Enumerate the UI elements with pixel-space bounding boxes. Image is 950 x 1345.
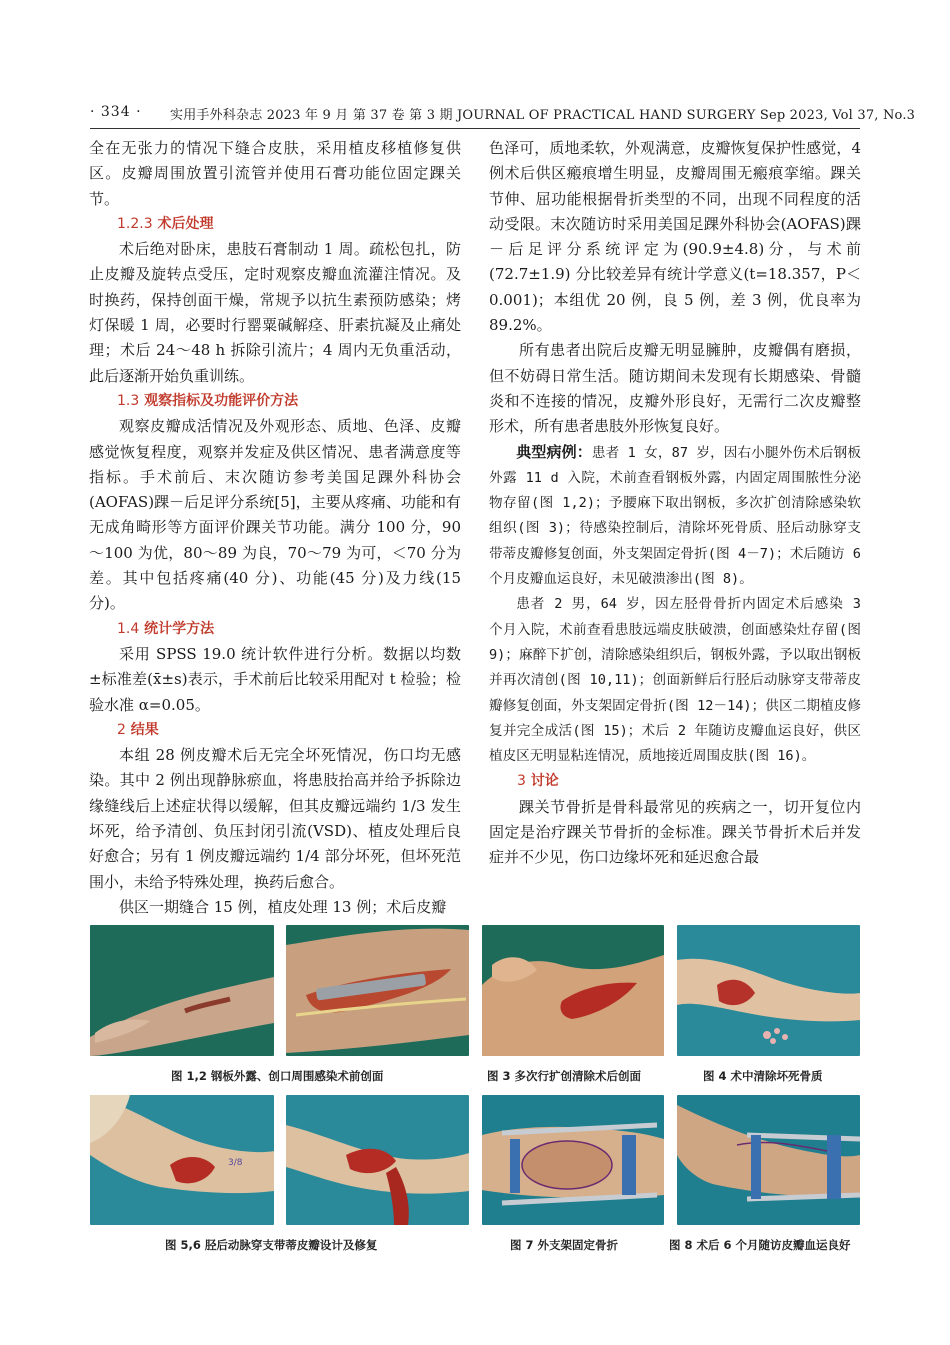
paragraph-case-1 [489,440,861,593]
heading-3 [489,769,861,794]
case-1-text: 患者 1 女，87 岁，因右小腿外伤术后钢板外露 11 d 入院，术前查看钢板外露，内固定周围脓性分泌物存留(图 1,2)；予腰麻下取出钢板，多次扩创清除感染软组织(图 3)；待感染控制后，清除坏死骨质、胫后动脉穿支带蒂皮瓣修复创面，外支架固定骨折(图 4－7)；术后随访 6 个月皮瓣血运良好，未见破溃渗出(图 8)。 [489,444,861,588]
heading-2 [89,718,461,743]
header-rule [90,128,860,129]
photo-marking: 3/8 [228,1158,243,1168]
caption-figure-5-6: 图 5,6 胫后动脉穿支带蒂皮瓣设计及修复 [165,1238,378,1252]
figure-6-photo [286,1095,469,1225]
paragraph-discussion: 踝关节骨折是骨科最常见的疾病之一，切开复位内固定是治疗踝关节骨折的金标准。踝关节骨折术后并发症并不少见，伤口边缘坏死和延迟愈合最 [489,797,861,867]
heading-1-2-3 [89,212,461,237]
figure-3-photo [482,925,664,1056]
heading-number: 3 [517,773,526,790]
figure-1-photo [90,925,274,1056]
heading-title: 观察指标及功能评价方法 [144,392,299,409]
heading-number: 1.2.3 [117,215,153,232]
right-column [489,136,861,871]
heading-title: 统计学方法 [144,620,215,637]
heading-1-3 [89,389,461,414]
heading-title: 结果 [130,721,159,738]
heading-title: 术后处理 [157,215,214,232]
left-column [89,136,461,920]
caption-figure-1-2: 图 1,2 钢板外露、创口周围感染术前创面 [171,1069,384,1083]
figure-4-photo [677,925,860,1056]
paragraph-results-2-cont: 色泽可，质地柔软，外观满意，皮瓣恢复保护性感觉，4 例术后供区瘢痕增生明显，皮瓣周围无瘢痕挛缩。踝关节伸、屈功能根据骨折类型的不同，出现不同程度的活动受限。末次随访时采用美国足踝外科协会(AOFAS)踝－后足评分系统评定为(90.9±4.8)分，与术前 (72.7±1.9) 分比较差异有统计学意义(t=18.357，P＜0.001)；本组优 20 例，良 5 例，差 3 例，优良率为 89.2%。 [489,139,861,335]
figure-2-photo [286,925,469,1056]
journal-title: 实用手外科杂志 2023 年 9 月 第 37 卷 第 3 期 JOURNAL OF PRACTICAL HAND SURGERY Sep 2023, Vol 37, No.3 [170,108,916,123]
page-number: · 334 · [90,104,142,120]
paragraph-case-2: 患者 2 男，64 岁，因左胫骨骨折内固定术后感染 3 个月入院，术前查看患肢远端皮肤破溃，创面感染灶存留(图 9)；麻醉下扩创，清除感染组织后，钢板外露，予以取出钢板并再次清创(图 10,11)；创面新鲜后行胫后动脉穿支带蒂皮瓣修复创面，外支架固定骨折(图 12－14)；供区二期植皮修复并完全成活(图 15)；术后 2 年随访皮瓣血运良好，供区植皮区无明显粘连情况，质地接近周围皮肤(图 16)。 [489,596,861,765]
heading-title: 讨论 [530,773,559,790]
caption-figure-4: 图 4 术中清除坏死骨质 [703,1069,823,1083]
caption-figure-7: 图 7 外支架固定骨折 [510,1238,619,1252]
heading-number: 2 [117,721,126,738]
caption-figure-8: 图 8 术后 6 个月随访皮瓣血运良好 [669,1238,851,1252]
caption-figure-3: 图 3 多次行扩创清除术后创面 [487,1069,642,1083]
running-header [90,104,916,126]
paragraph-postop: 术后绝对卧床，患肢石膏制动 1 周。疏松包扎，防止皮瓣及旋转点受压，定时观察皮瓣血流灌注情况。及时换药，保持创面干燥，常规予以抗生素预防感染；烤灯保暖 1 周，必要时行罂粟碱解痉、肝素抗凝及止痛处理；术后 24～48 h 拆除引流片；4 周内无负重活动，此后逐渐开始负重训练。 [89,240,461,385]
paragraph-results-2: 供区一期缝合 15 例，植皮处理 13 例；术后皮瓣 [119,897,447,916]
paragraph-statistics: 采用 SPSS 19.0 统计软件进行分析。数据以均数±标准差(x̄±s)表示，手术前后比较采用配对 t 检验；检验水准 α=0.05。 [89,644,461,714]
heading-number: 1.4 [117,620,140,637]
heading-number: 1.3 [117,392,140,409]
paragraph-indicators: 观察皮瓣成活情况及外观形态、质地、色泽、皮瓣感觉恢复程度，观察并发症及供区情况、患者满意度等指标。手术前后、末次随访参考美国足踝外科协会(AOFAS)踝－后足评分系统[5]，主要从疼痛、功能和有无成角畸形等方面评价踝关节功能。满分 100 分，90～100 为优，80～89 为良，70～79 为可，＜70 分为差。其中包括疼痛(40 分)、功能(45 分)及力线(15 分)。 [89,417,461,613]
case-label: 典型病例： [516,442,592,461]
figure-7-photo [482,1095,664,1225]
figure-8-photo [677,1095,860,1225]
paragraph-intro: 全在无张力的情况下缝合皮肤，采用植皮移植修复供区。皮瓣周围放置引流管并使用石膏功能位固定踝关节。 [89,139,461,208]
heading-1-4 [89,617,461,642]
figure-5-photo [90,1095,274,1225]
paragraph-results-3: 所有患者出院后皮瓣无明显臃肿，皮瓣偶有磨损，但不妨碍日常生活。随访期间未发现有长期感染、骨髓炎和不连接的情况，皮瓣外形良好，无需行二次皮瓣整形术，所有患者患肢外形恢复良好。 [489,341,861,436]
paragraph-results-1: 本组 28 例皮瓣术后无完全坏死情况，伤口均无感染。其中 2 例出现静脉瘀血，将患肢抬高并给予拆除边缘缝线后上述症状得以缓解，但其皮瓣远端约 1/3 发生坏死，给予清创、负压封闭引流(VSD)、植皮处理后良好愈合；另有 1 例皮瓣远端约 1/4 部分坏死，但坏死范围小，未给予特殊处理，换药后愈合。 [89,746,461,891]
